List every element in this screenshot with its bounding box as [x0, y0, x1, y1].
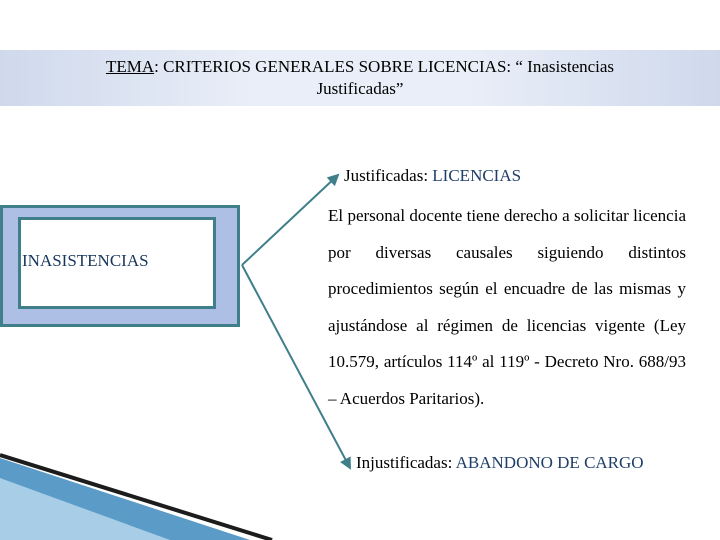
justified-description: El personal docente tiene derecho a solicitar licencia por diversas causales siguiendo distintos procedimientos según el encuadre de las mismas y ajustándose al régimen de licencias vigente (Ley 10.579, artículos 114º al 119º - Decreto Nro. 688/93 – Acuerdos Paritarios). — [328, 206, 686, 408]
justified-prefix: Justificadas: — [344, 166, 433, 185]
unjustified-heading — [356, 451, 656, 475]
unjustified-highlight: ABANDONO DE CARGO — [455, 453, 644, 472]
justified-highlight: LICENCIAS — [432, 166, 522, 185]
unjustified-prefix: Injustificadas: — [356, 453, 456, 472]
title-line-2: Justificadas” — [316, 79, 404, 98]
justified-heading — [344, 166, 521, 186]
inasistencias-label: INASISTENCIAS — [22, 251, 149, 270]
arrow-to-justified — [242, 175, 338, 265]
title-line1-rest: : CRITERIOS GENERALES SOBRE LICENCIAS: “ Inasistencias — [154, 57, 615, 76]
title-label: TEMA — [105, 57, 155, 76]
